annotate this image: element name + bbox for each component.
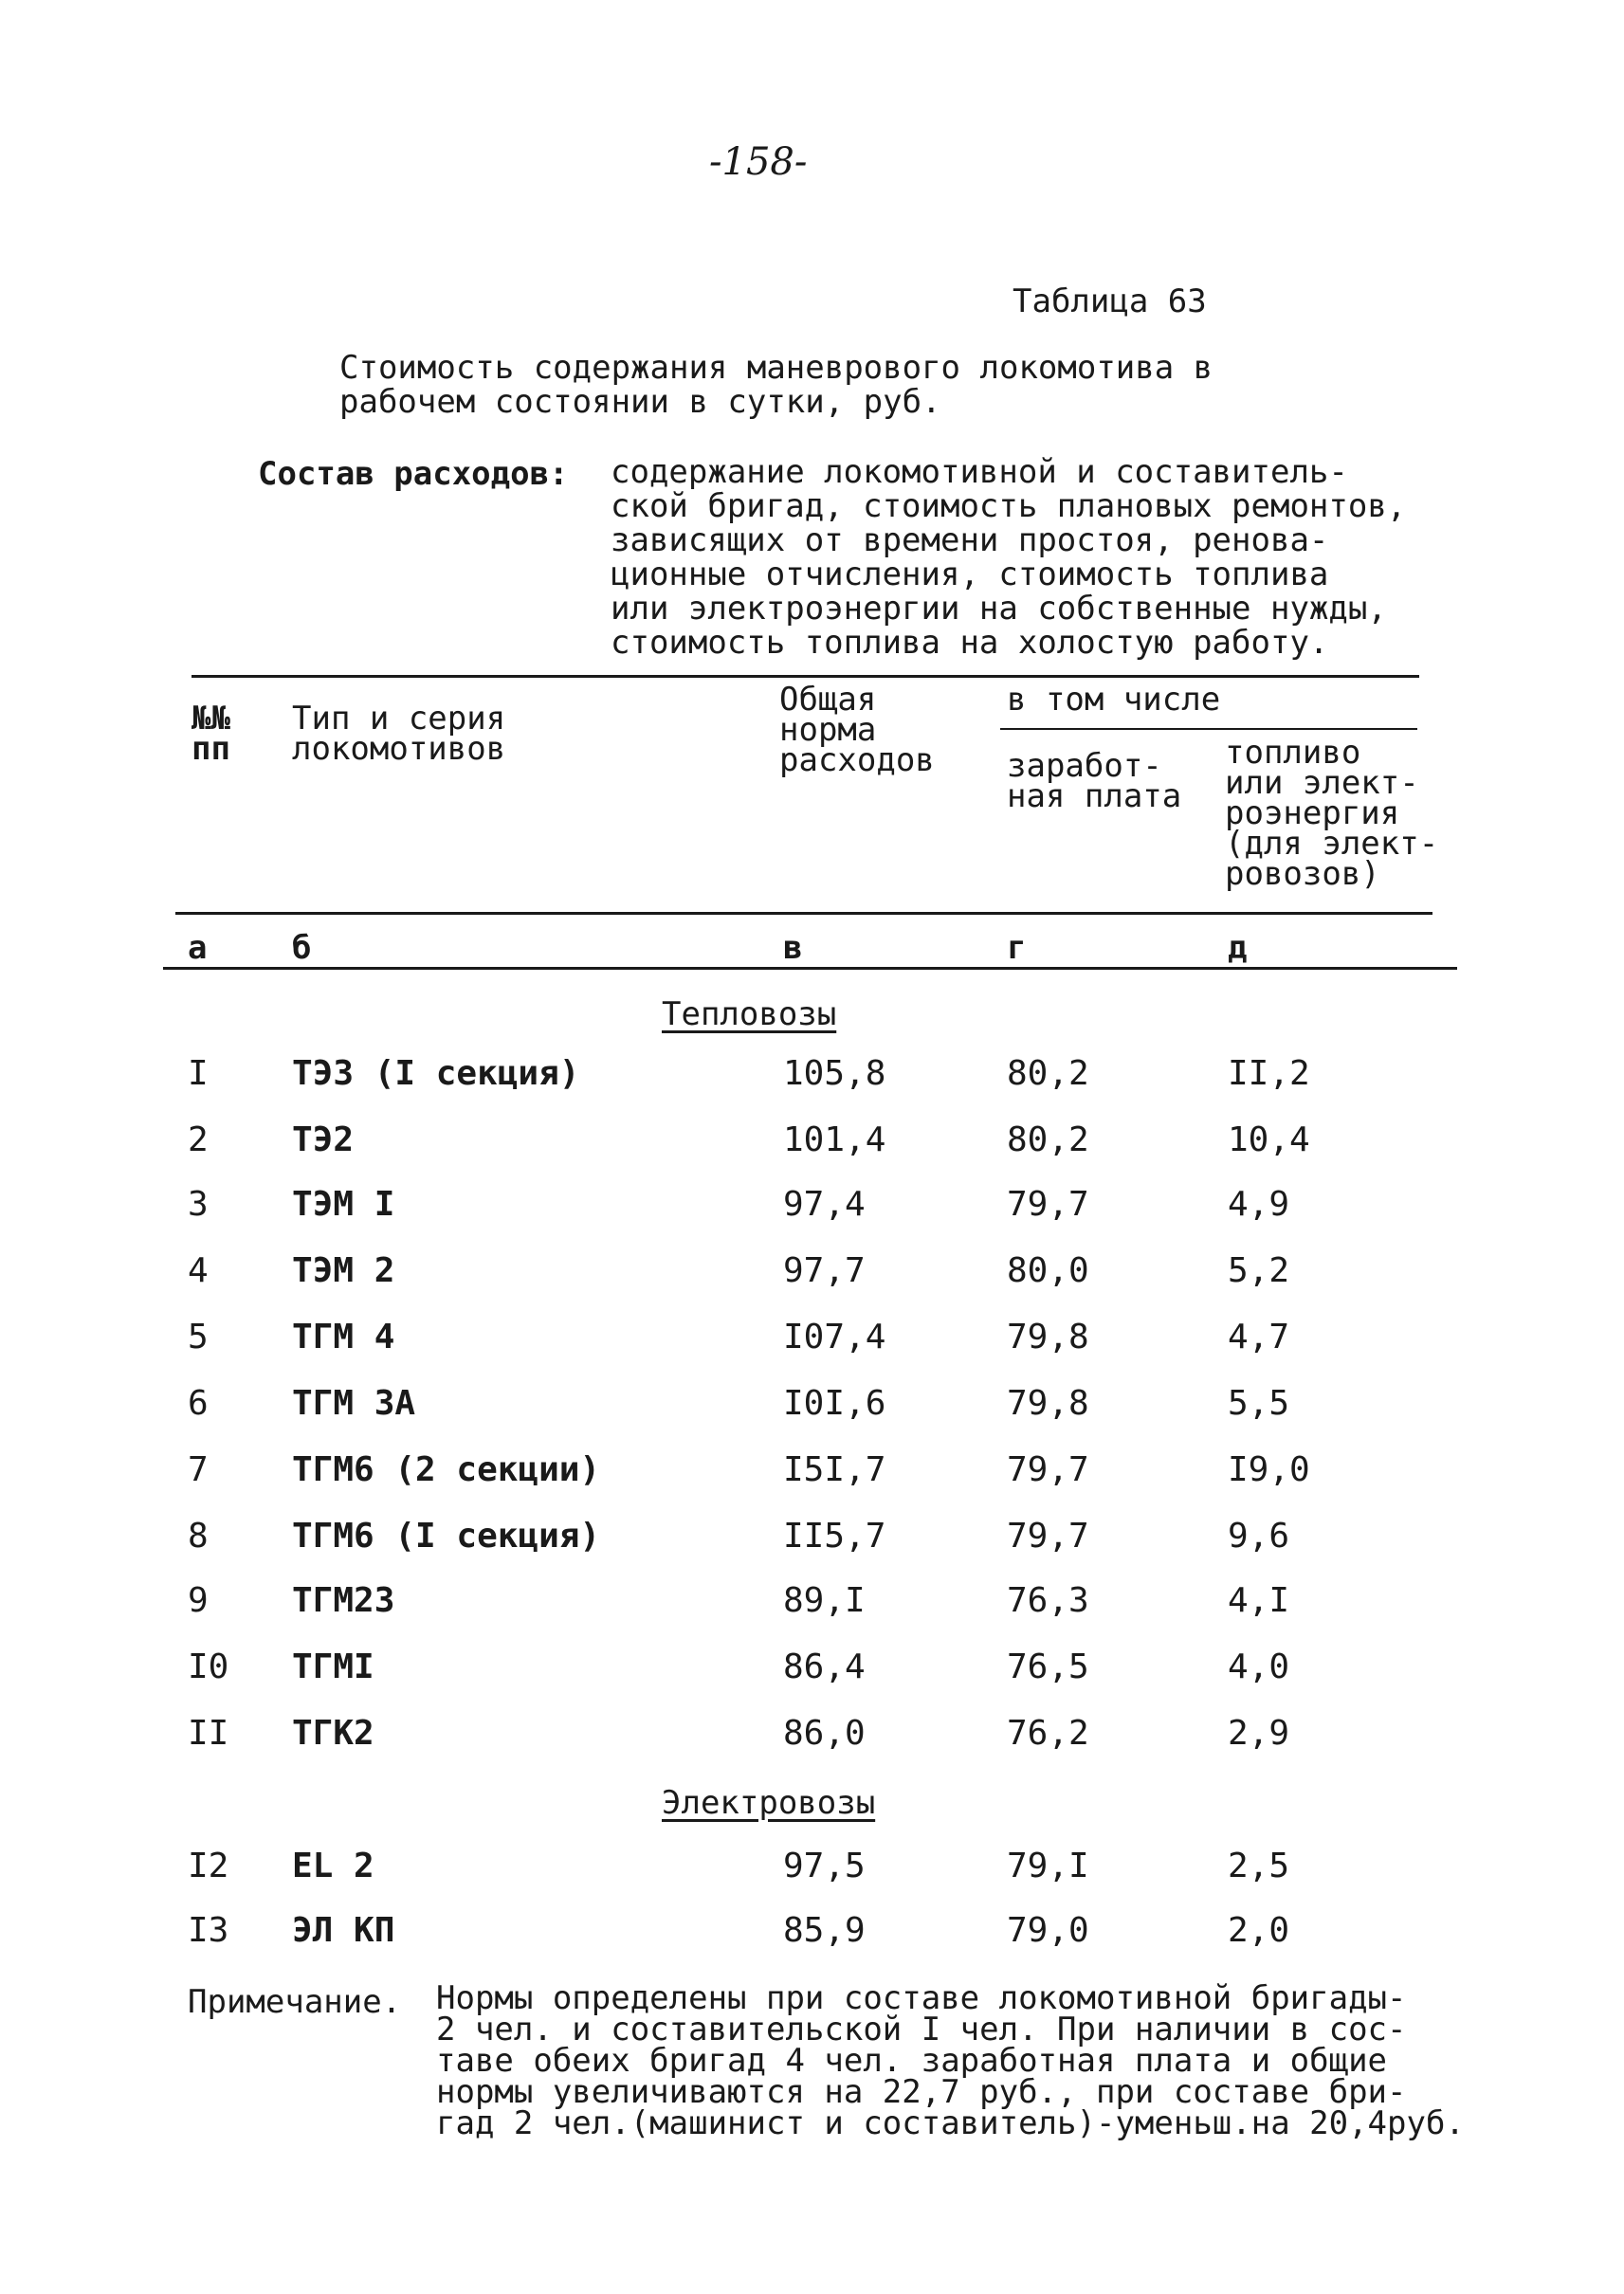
column-letter-v: в [783,929,803,967]
composition-line: ской бригад, стоимость плановых ремонтов, [611,487,1407,525]
note-line: 2 чел. и составительской I чел. При наличии в сос- [436,2011,1407,2048]
section-title-electric: Электровозы [662,1784,876,1822]
header-fuel [1225,734,1439,893]
table-top-rule [192,675,1419,678]
note-label: Примечание. [188,1983,402,2021]
column-letter-a: а [188,929,208,967]
composition-line: или электроэнергии на собственные нужды, [611,590,1387,628]
row-number: 6 [188,1384,209,1423]
page-number: -158- [709,140,808,184]
row-total: I0I,6 [783,1384,886,1423]
row-total: 105,8 [783,1054,886,1093]
row-wage: 76,3 [1007,1581,1089,1620]
header-fuel-line: ровозов) [1225,855,1380,893]
header-total [779,681,935,779]
row-total: 86,0 [783,1714,866,1753]
row-type: ТГМ 3А [292,1384,416,1423]
row-type: ТГМI [292,1648,374,1686]
column-letter-b: б [292,929,312,967]
row-total: 101,4 [783,1120,886,1159]
row-type: ЭЛ КП [292,1911,395,1950]
row-number: 9 [188,1581,209,1620]
title-line: Стоимость содержания маневрового локомотива в [339,349,1213,387]
row-number: 5 [188,1318,209,1356]
note-line: таве обеих бригад 4 чел. заработная плата и общие [436,2042,1388,2080]
row-wage: 79,7 [1007,1185,1089,1224]
header-fuel-line: или элект- [1225,764,1419,802]
row-number: 4 [188,1251,209,1290]
header-total-line: расходов [779,741,935,779]
header-bottom-rule [175,912,1432,915]
row-type: ТЭ2 [292,1120,355,1159]
row-wage: 79,7 [1007,1450,1089,1489]
row-type: ТГМ 4 [292,1318,395,1356]
table-label: Таблица 63 [1013,282,1207,320]
table-title [339,351,1213,419]
row-fuel: 4,0 [1228,1648,1290,1686]
note-line: гад 2 чел.(машинист и составитель)-уменьш.на 20,4руб. [436,2104,1465,2142]
row-wage: 79,7 [1007,1517,1089,1556]
row-number: 2 [188,1120,209,1159]
row-type: EL 2 [292,1847,374,1885]
title-line: рабочем состоянии в сутки, руб. [339,383,941,421]
letters-rule [163,967,1457,970]
row-number: I2 [188,1847,229,1885]
composition-line: зависящих от времени простоя, ренова- [611,521,1329,559]
row-number: I3 [188,1911,229,1950]
header-total-line: норма [779,711,877,749]
row-fuel: 2,9 [1228,1714,1290,1753]
note-line: нормы увеличиваются на 22,7 руб., при составе бри- [436,2073,1407,2111]
header-including: в том числе [1007,681,1221,719]
composition-label: Состав расходов: [258,455,569,493]
header-wage [1007,747,1182,815]
row-type: ТЭ3 (I секция) [292,1054,580,1093]
row-number: 3 [188,1185,209,1224]
row-total: 85,9 [783,1911,866,1950]
row-fuel: 9,6 [1228,1517,1290,1556]
header-wage-line: ная плата [1007,777,1182,815]
section-title-diesel: Тепловозы [662,995,837,1033]
header-type [292,700,506,768]
header-fuel-line: топливо [1225,734,1361,772]
row-total: I07,4 [783,1318,886,1356]
row-total: 97,5 [783,1847,866,1885]
row-type: ТЭМ I [292,1185,395,1224]
row-fuel: 4,9 [1228,1185,1290,1224]
header-type-line: Тип и серия [292,700,506,737]
row-wage: 79,8 [1007,1384,1089,1423]
row-fuel: 2,5 [1228,1847,1290,1885]
row-total: 89,I [783,1581,866,1620]
row-fuel: 4,7 [1228,1318,1290,1356]
incl-rule [1000,728,1417,730]
row-total: 97,4 [783,1185,866,1224]
row-fuel: 5,5 [1228,1384,1290,1423]
row-total: 97,7 [783,1251,866,1290]
row-wage: 80,0 [1007,1251,1089,1290]
header-fuel-line: роэнергия [1225,794,1400,832]
row-wage: 79,8 [1007,1318,1089,1356]
row-type: ТГМ23 [292,1581,395,1620]
composition-text [611,455,1406,660]
row-number: I0 [188,1648,229,1686]
row-total: I5I,7 [783,1450,886,1489]
header-wage-line: заработ- [1007,747,1162,785]
composition-line: стоимость топлива на холостую работу. [611,624,1329,662]
row-type: ТГМ6 (I секция) [292,1517,601,1556]
row-wage: 76,2 [1007,1714,1089,1753]
header-number-line: №№ [192,700,230,737]
header-type-line: локомотивов [292,730,506,768]
row-total: II5,7 [783,1517,886,1556]
row-number: I [188,1054,209,1093]
row-number: 7 [188,1450,209,1489]
note-line: Нормы определены при составе локомотивной бригады- [436,1979,1407,2017]
column-letter-g: г [1007,929,1027,967]
row-wage: 80,2 [1007,1120,1089,1159]
row-number: 8 [188,1517,209,1556]
row-fuel: 5,2 [1228,1251,1290,1290]
row-type: ТГК2 [292,1714,374,1753]
row-type: ТЭМ 2 [292,1251,395,1290]
row-wage: 79,I [1007,1847,1089,1885]
header-fuel-line: (для элект- [1225,825,1439,863]
header-number [192,700,230,768]
row-fuel: I9,0 [1228,1450,1310,1489]
column-letter-d: д [1228,929,1248,967]
row-wage: 80,2 [1007,1054,1089,1093]
row-total: 86,4 [783,1648,866,1686]
row-wage: 76,5 [1007,1648,1089,1686]
row-fuel: 4,I [1228,1581,1290,1620]
row-number: II [188,1714,229,1753]
note-text [436,1979,1465,2142]
header-number-line: пп [192,730,230,768]
composition-line: содержание локомотивной и составитель- [611,453,1348,491]
header-total-line: Общая [779,681,877,719]
row-fuel: II,2 [1228,1054,1310,1093]
row-fuel: 10,4 [1228,1120,1310,1159]
row-wage: 79,0 [1007,1911,1089,1950]
row-fuel: 2,0 [1228,1911,1290,1950]
row-type: ТГМ6 (2 секции) [292,1450,601,1489]
composition-line: ционные отчисления, стоимость топлива [611,555,1329,593]
